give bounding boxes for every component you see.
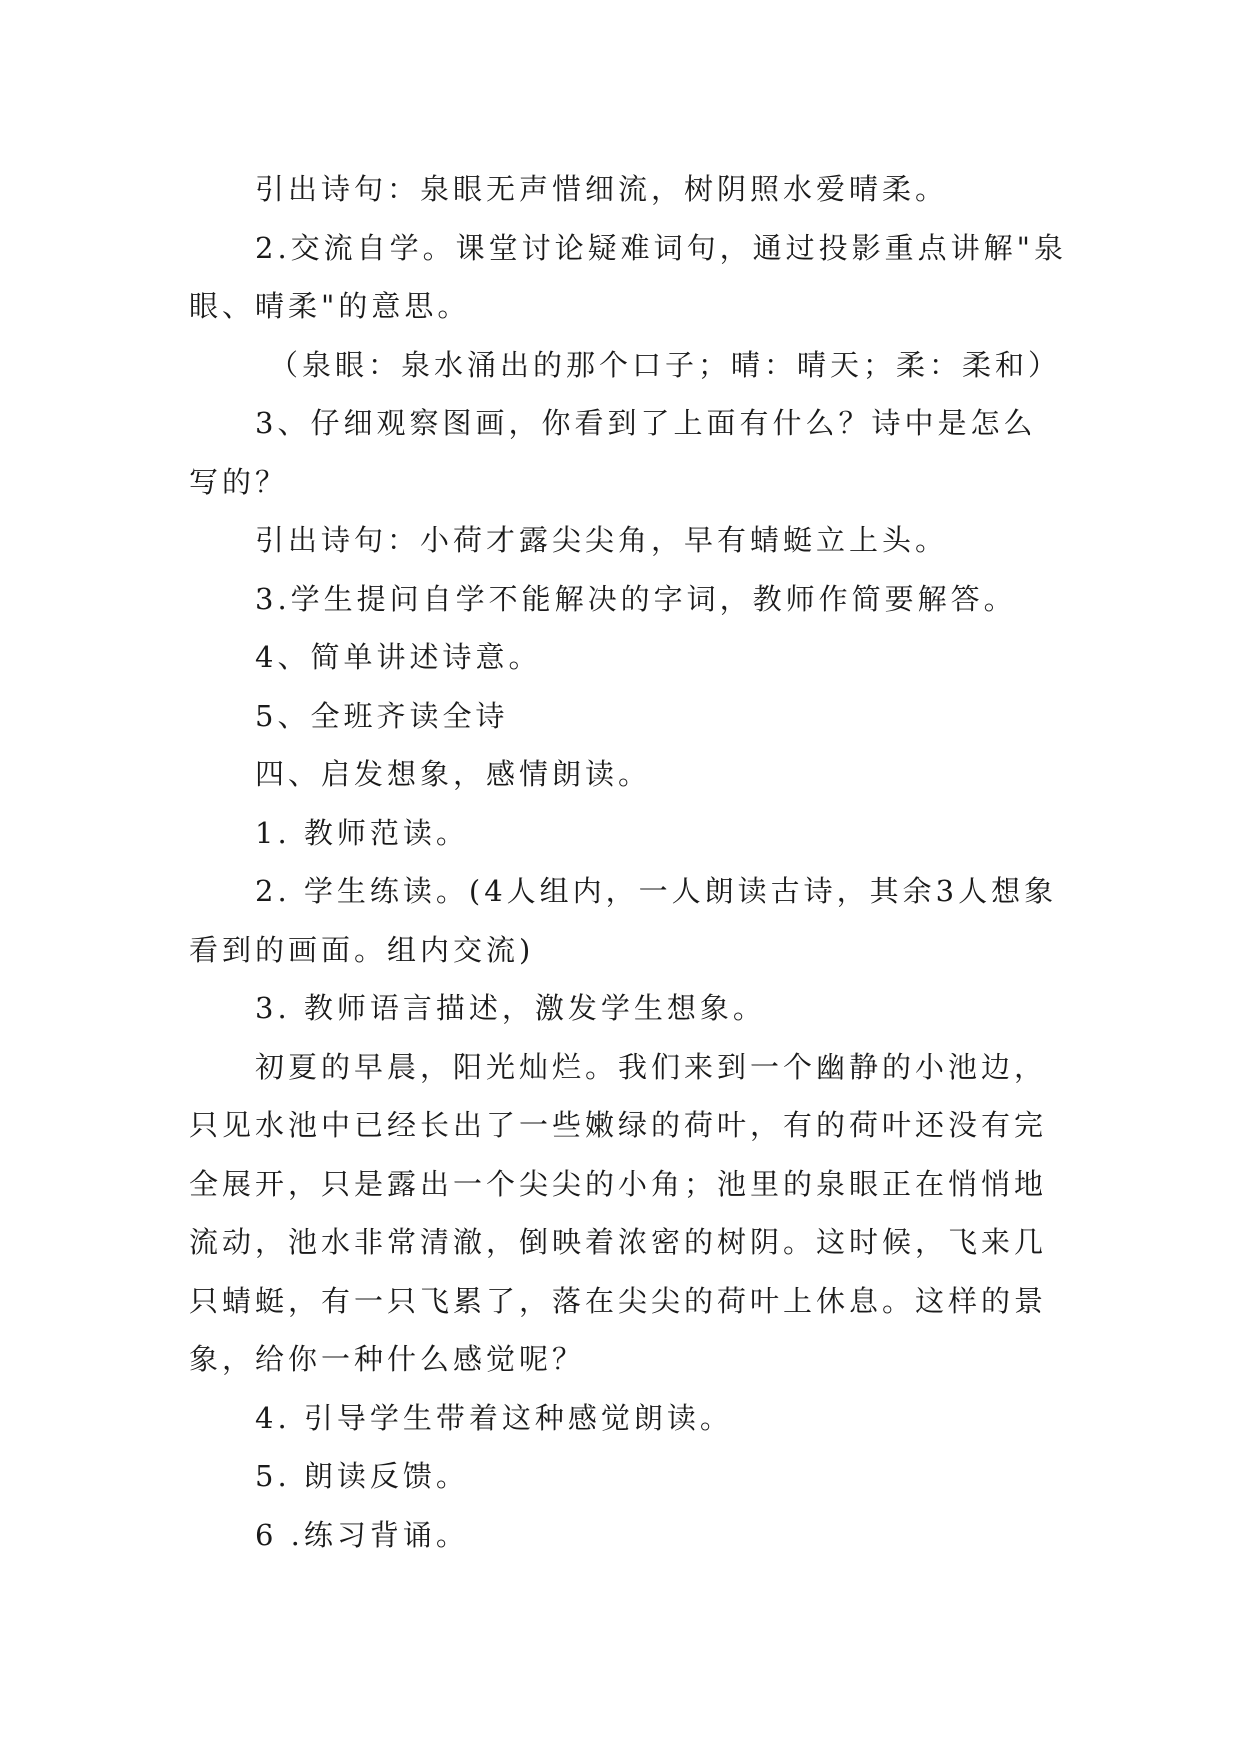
paragraph-poem-line-2: 引出诗句：小荷才露尖尖角，早有蜻蜓立上头。 bbox=[255, 523, 949, 557]
paragraph-student-practice: 2. 学生练读。(4人组内，一人朗读古诗，其余3人想象看到的画面。组内交流) bbox=[189, 874, 1058, 967]
paragraph-feedback: 5. 朗读反馈。 bbox=[255, 1459, 469, 1493]
paragraph-explain-meaning: 4、简单讲述诗意。 bbox=[255, 640, 542, 674]
paragraph-observe-picture: 3、仔细观察图画，你看到了上面有什么？诗中是怎么写的？ bbox=[189, 406, 1037, 499]
paragraph-read-together: 5、全班齐读全诗 bbox=[255, 698, 509, 733]
paragraph-scene-description: 初夏的早晨，阳光灿烂。我们来到一个幽静的小池边，只见水池中已经长出了一些嫩绿的荷叶，有的荷叶还没有完全展开，只是露出一个尖尖的小角；池里的泉眼正在悄悄地流动，池水非常清澈，倒映着浓密的树阴。这时候，飞来几只蜻蜓，有一只飞累了，落在尖尖的荷叶上休息。这样的景象，给你一种什么感觉呢？ bbox=[189, 1049, 1048, 1376]
paragraph-discussion: 2.交流自学。课堂讨论疑难词句，通过投影重点讲解"泉眼、晴柔"的意思。 bbox=[189, 230, 1068, 323]
document-body bbox=[189, 160, 1069, 1564]
paragraph-guided-reading: 4. 引导学生带着这种感觉朗读。 bbox=[255, 1400, 733, 1435]
paragraph-student-questions: 3.学生提问自学不能解决的字词，教师作简要解答。 bbox=[255, 581, 1017, 616]
section-heading-imagination: 四、启发想象，感情朗读。 bbox=[255, 757, 652, 791]
paragraph-teacher-description: 3. 教师语言描述，激发学生想象。 bbox=[255, 991, 766, 1025]
paragraph-recitation: 6 .练习背诵。 bbox=[255, 1517, 469, 1552]
paragraph-poem-line-1: 引出诗句：泉眼无声惜细流，树阴照水爱晴柔。 bbox=[255, 172, 949, 206]
paragraph-teacher-reading: 1. 教师范读。 bbox=[255, 815, 469, 850]
paragraph-definitions: （泉眼：泉水涌出的那个口子；晴：晴天；柔：柔和） bbox=[269, 347, 1062, 382]
